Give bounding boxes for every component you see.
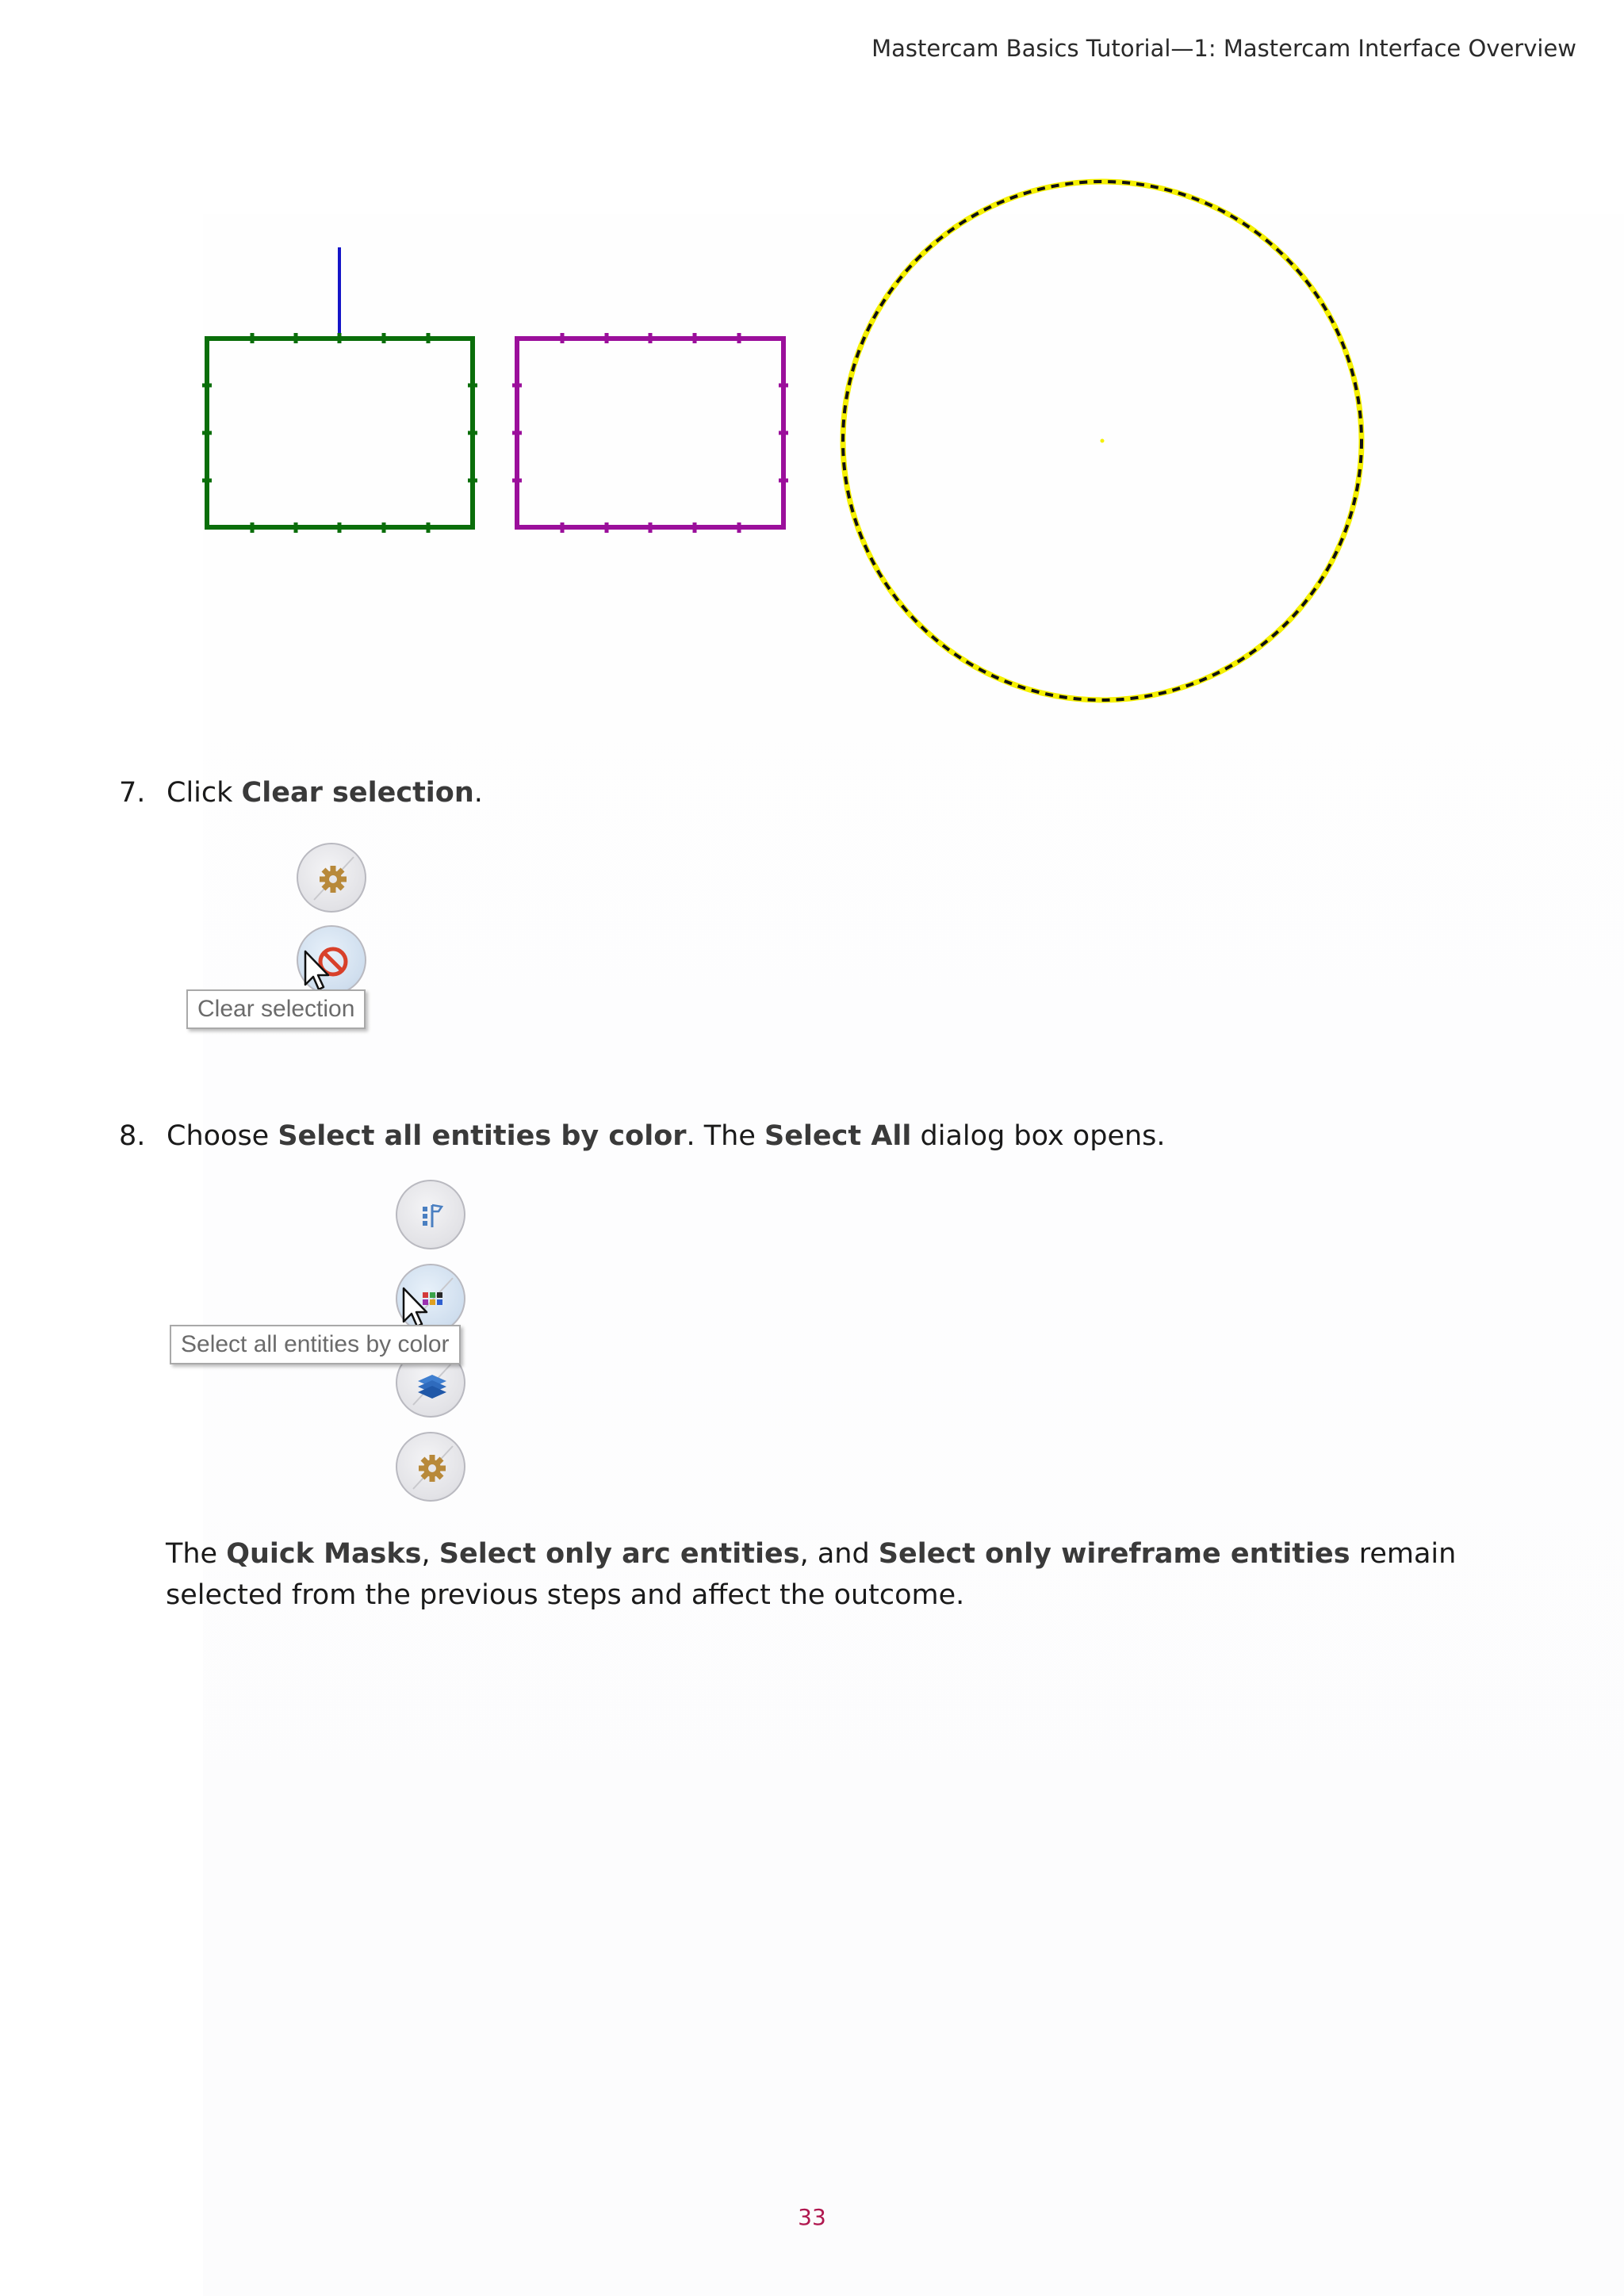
green-rectangle: [202, 333, 477, 533]
page-number: 33: [798, 2204, 826, 2230]
note-paragraph: The Quick Masks, Select only arc entities, and Select only wireframe entities remain selected from the previous steps and affect the outcome.: [166, 1538, 1457, 1611]
selected-circle: [843, 182, 1362, 700]
select-flag-button[interactable]: [396, 1180, 465, 1249]
gear-button[interactable]: [297, 843, 366, 913]
mouse-cursor-icon: [304, 950, 331, 994]
geometry-figure: [0, 0, 1624, 714]
gear-button-2[interactable]: [396, 1432, 465, 1502]
step-bold: Select All: [764, 1120, 912, 1152]
select-flag-icon: [397, 1181, 467, 1251]
select-by-color-tooltip: Select all entities by color: [170, 1325, 461, 1364]
step-8: 8. Choose Select all entities by color. The Select All dialog box opens.: [119, 1120, 1166, 1152]
gear-icon: [397, 1433, 467, 1503]
gear-icon: [298, 844, 368, 914]
step-bold: Clear selection: [241, 777, 474, 809]
step-bold: Select all entities by color: [278, 1120, 687, 1152]
clear-selection-tooltip: Clear selection: [186, 989, 366, 1029]
step-number: 8.: [119, 1120, 146, 1152]
magenta-rectangle: [512, 333, 788, 533]
step-number: 7.: [119, 777, 146, 809]
running-header: Mastercam Basics Tutorial—1: Mastercam Interface Overview: [871, 35, 1576, 62]
step-7: 7. Click Clear selection.: [119, 777, 483, 809]
